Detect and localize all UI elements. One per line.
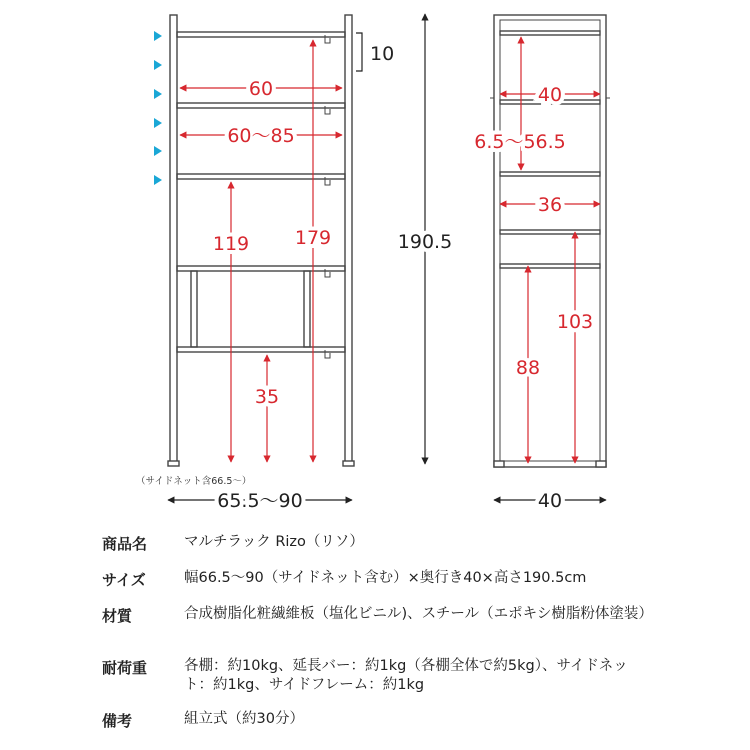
side-shelf-depth-label: 36 bbox=[537, 194, 563, 216]
upper-height-label: 179 bbox=[294, 227, 332, 249]
pitch-bracket bbox=[356, 33, 362, 71]
side-overall-depth-label: 40 bbox=[537, 490, 563, 512]
triangle-marker-icon bbox=[154, 89, 162, 99]
pitch-label: 10 bbox=[370, 43, 395, 65]
shelf bbox=[177, 103, 345, 108]
spec-label: 商品名 bbox=[102, 535, 148, 553]
spec-label: 備考 bbox=[102, 712, 133, 730]
overall-width-label: 65.5～90 bbox=[217, 490, 303, 512]
shelf bbox=[500, 172, 600, 176]
side-net-note: （サイドネット含66.5～） bbox=[136, 476, 252, 487]
triangle-marker-icon bbox=[154, 31, 162, 41]
extension-width-label: 60～85 bbox=[227, 125, 295, 147]
spec-value: 幅66.5～90（サイドネット含む）×奥行き40×高さ190.5cm bbox=[184, 570, 587, 586]
spec-label: 耐荷重 bbox=[102, 659, 148, 677]
side-height-88-label: 88 bbox=[515, 357, 541, 379]
left-post bbox=[170, 15, 177, 465]
triangle-marker-icon bbox=[154, 146, 162, 156]
spec-value: 合成樹脂化粧繊維板（塩化ビニル)、スチール（エポキシ樹脂粉体塗装） bbox=[184, 606, 653, 622]
spec-value: 各棚：約10kg、延長バー：約1kg（各棚全体で約5kg）、サイドネット：約1kg、サイドフレーム：約1kg bbox=[184, 658, 628, 693]
side-height-103-label: 103 bbox=[556, 311, 594, 333]
spec-label: 材質 bbox=[102, 607, 133, 625]
side-adjust-range-label: 6.5～56.5 bbox=[474, 131, 566, 153]
triangle-marker-icon bbox=[154, 60, 162, 70]
triangle-marker-icon bbox=[154, 118, 162, 128]
side-view-rack bbox=[490, 15, 610, 467]
shelf bbox=[177, 347, 345, 352]
spec-value: 組立式（約30分） bbox=[184, 711, 304, 727]
shelf bbox=[177, 266, 345, 271]
spec-label: サイズ bbox=[102, 571, 146, 589]
side-frame bbox=[191, 271, 197, 347]
shelf bbox=[500, 264, 600, 268]
triangle-marker-icon bbox=[154, 175, 162, 185]
spec-value: マルチラック Rizo（リソ） bbox=[184, 534, 364, 550]
total-height-label: 190.5 bbox=[397, 231, 453, 253]
shelf bbox=[500, 230, 600, 234]
inner-width-label: 60 bbox=[248, 78, 274, 100]
shelf bbox=[500, 31, 600, 35]
bottom-shelf-height-label: 35 bbox=[254, 386, 280, 408]
shelf-position-markers bbox=[154, 31, 162, 185]
side-top-depth-label: 40 bbox=[537, 84, 563, 106]
side-frame bbox=[304, 271, 310, 347]
right-post bbox=[345, 15, 352, 465]
shelf bbox=[177, 174, 345, 179]
lower-height-label: 119 bbox=[212, 233, 250, 255]
shelf bbox=[177, 32, 345, 37]
